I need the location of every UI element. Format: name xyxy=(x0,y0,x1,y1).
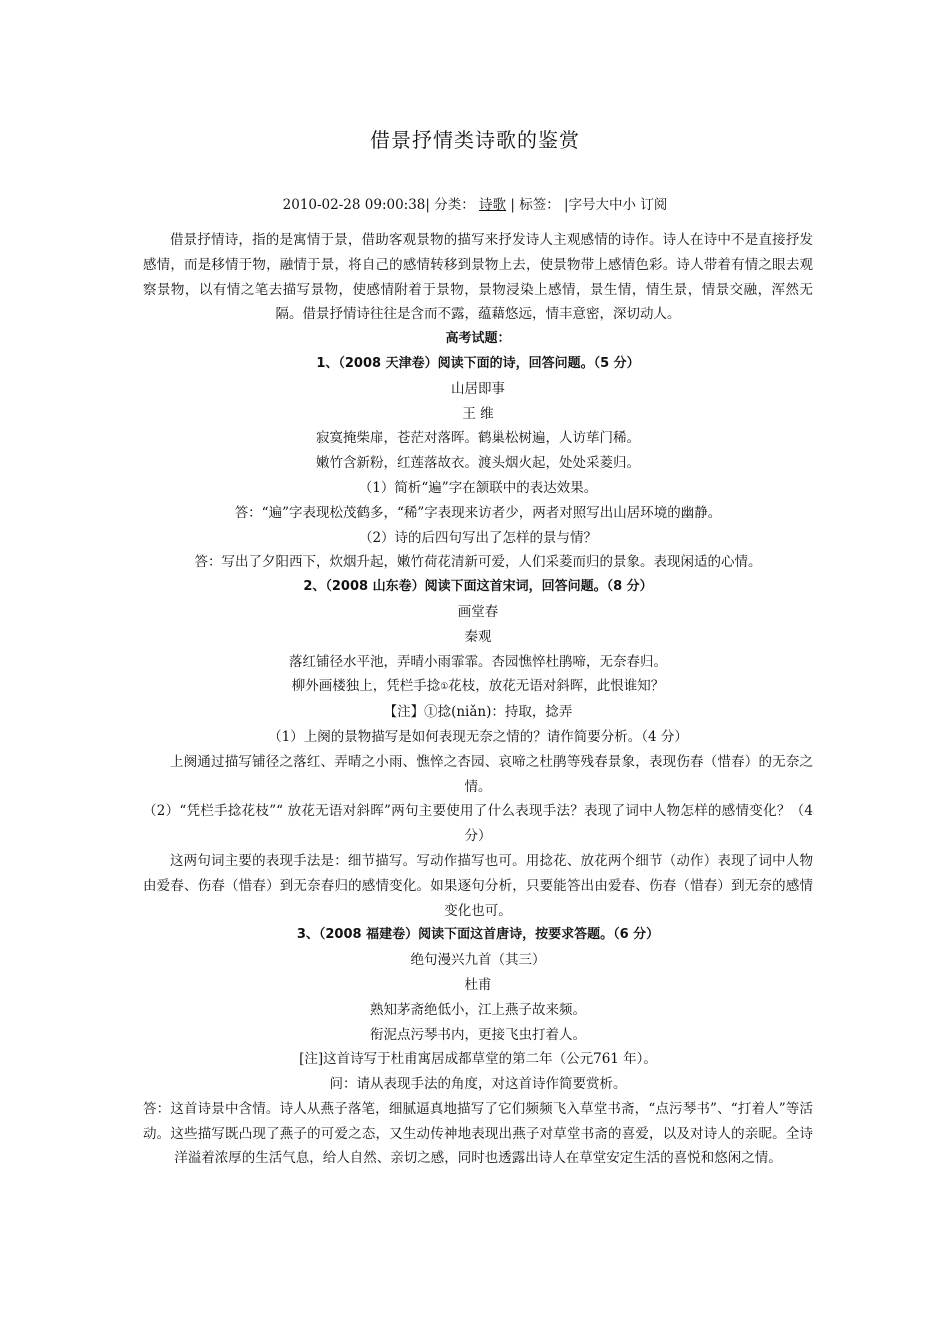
q3-poem-line-1: 熟知茅斋绝低小，江上燕子故来频。 xyxy=(370,1001,586,1018)
q2-note: 【注】①捻(niǎn)：持取，捻弄 xyxy=(383,704,573,721)
q3-heading: 3、（2008 福建卷）阅读下面这首唐诗，按要求答题。（6 分） xyxy=(296,927,660,943)
meta-separator: | xyxy=(510,197,515,213)
q3-answer: 答：这首诗景中含情。诗人从燕子落笔，细腻逼真地描写了它们频频飞入草堂书斋，“点污琴书”、“打着人”等活动。这些描写既凸现了燕子的可爱之态，又生动传神地表现出燕子对草堂书斋的喜爱，以及对诗人的亲昵。全诗洋溢着浓厚的生活气息，给人自然、亲切之感，同时也透露出诗人在草堂安定生活的喜悦和悠闲之情。 xyxy=(143,1100,813,1167)
q2-answer-b: 这两句词主要的表现手法是：细节描写。写动作描写也可。用捻花、放花两个细节（动作）表现了词中人物由爱春、伤春（惜春）到无奈春归的感情变化。如果逐句分析，只要能答出由爱春、伤春（惜春）到无奈的感情变化也可。 xyxy=(143,852,813,919)
exam-heading: 高考试题： xyxy=(445,331,511,347)
post-meta xyxy=(0,193,950,213)
q2-line2-part-b: 花枝，放花无语对斜晖，此恨谁知？ xyxy=(448,678,665,695)
q2-answer-a: 上阕通过描写铺径之落红、弄晴之小雨、憔悴之杏园、哀啼之杜鹃等残春景象，表现伤春（惜春）的无奈之情。 xyxy=(170,753,813,795)
q2-poem-title: 画堂春 xyxy=(457,603,499,620)
q1-answer-a: 答：“遍”字表现松茂鹤多，“稀”字表现来访者少，两者对照写出山居环境的幽静。 xyxy=(234,504,722,521)
q3-poem-line-2: 衔泥点污琴书内，更接飞虫打着人。 xyxy=(370,1026,586,1043)
category-label: 分类： xyxy=(434,197,475,213)
intro-paragraph: 借景抒情诗，指的是寓情于景，借助客观景物的描写来抒发诗人主观感情的诗作。诗人在诗中不是直接抒发感情，而是移情于物，融情于景，将自己的感情转移到景物上去，使景物带上感情色彩。诗人带着有情之眼去观察景物，以有情之笔去描写景物，使感情附着于景物，景物浸染上感情，景生情，情生景，情景交融，浑然无隔。借景抒情诗往往是含而不露，蕴藉悠远，情丰意密，深切动人。 xyxy=(143,232,813,323)
article-body xyxy=(143,228,813,1171)
page-title: 借景抒情类诗歌的鉴赏 xyxy=(370,128,580,152)
q1-question-b: （2）诗的后四句写出了怎样的景与情？ xyxy=(358,529,598,546)
q1-poem-title: 山居即事 xyxy=(451,380,505,397)
font-size-subscribe-tools[interactable]: |字号大中小 订阅 xyxy=(564,197,668,213)
q1-poem-line: 嫩竹含新粉，红莲落故衣。渡头烟火起，处处采菱归。 xyxy=(316,455,640,472)
q2-question-b: （2）“凭栏手捻花枝”“ 放花无语对斜晖”两句主要使用了什么表现手法？表现了词中人物怎样的感情变化？（4 分） xyxy=(143,803,813,845)
q3-author: 杜甫 xyxy=(464,976,492,993)
q1-heading: 1、（2008 天津卷）阅读下面的诗，回答问题。（5 分） xyxy=(316,355,640,371)
q2-heading: 2、（2008 山东卷）阅读下面这首宋词，回答问题。（8 分） xyxy=(303,579,653,595)
q3-question: 问：请从表现手法的角度，对这首诗作简要赏析。 xyxy=(329,1076,627,1093)
tags-label: 标签： xyxy=(519,197,560,213)
q2-poem-line-2 xyxy=(143,674,813,700)
q2-question-a: （1）上阕的景物描写是如何表现无奈之情的？请作简要分析。（4 分） xyxy=(268,728,688,745)
q3-poem-title: 绝句漫兴九首（其三） xyxy=(410,952,546,969)
q1-question-a: （1）简析“遍”字在颔联中的表达效果。 xyxy=(358,479,598,496)
q1-author: 王 维 xyxy=(462,405,494,422)
post-datetime: 2010-02-28 09:00:38| xyxy=(282,197,430,213)
q2-author: 秦观 xyxy=(464,628,492,645)
footnote-marker: ① xyxy=(440,682,449,693)
q2-line2-part-a: 柳外画楼独上，凭栏手捻 xyxy=(291,678,441,695)
q3-note: [注]这首诗写于杜甫寓居成都草堂的第二年（公元761 年）。 xyxy=(299,1051,657,1068)
category-link[interactable]: 诗歌 xyxy=(479,197,507,213)
q1-poem-line: 寂寞掩柴扉，苍茫对落晖。鹤巢松树遍，人访荜门稀。 xyxy=(316,430,640,447)
q2-poem-line-1: 落红铺径水平池，弄晴小雨霏霏。杏园憔悴杜鹃啼，无奈春归。 xyxy=(289,653,667,670)
q1-answer-b: 答：写出了夕阳西下，炊烟升起，嫩竹荷花清新可爱，人们采菱而归的景象。表现闲适的心情。 xyxy=(194,554,762,571)
